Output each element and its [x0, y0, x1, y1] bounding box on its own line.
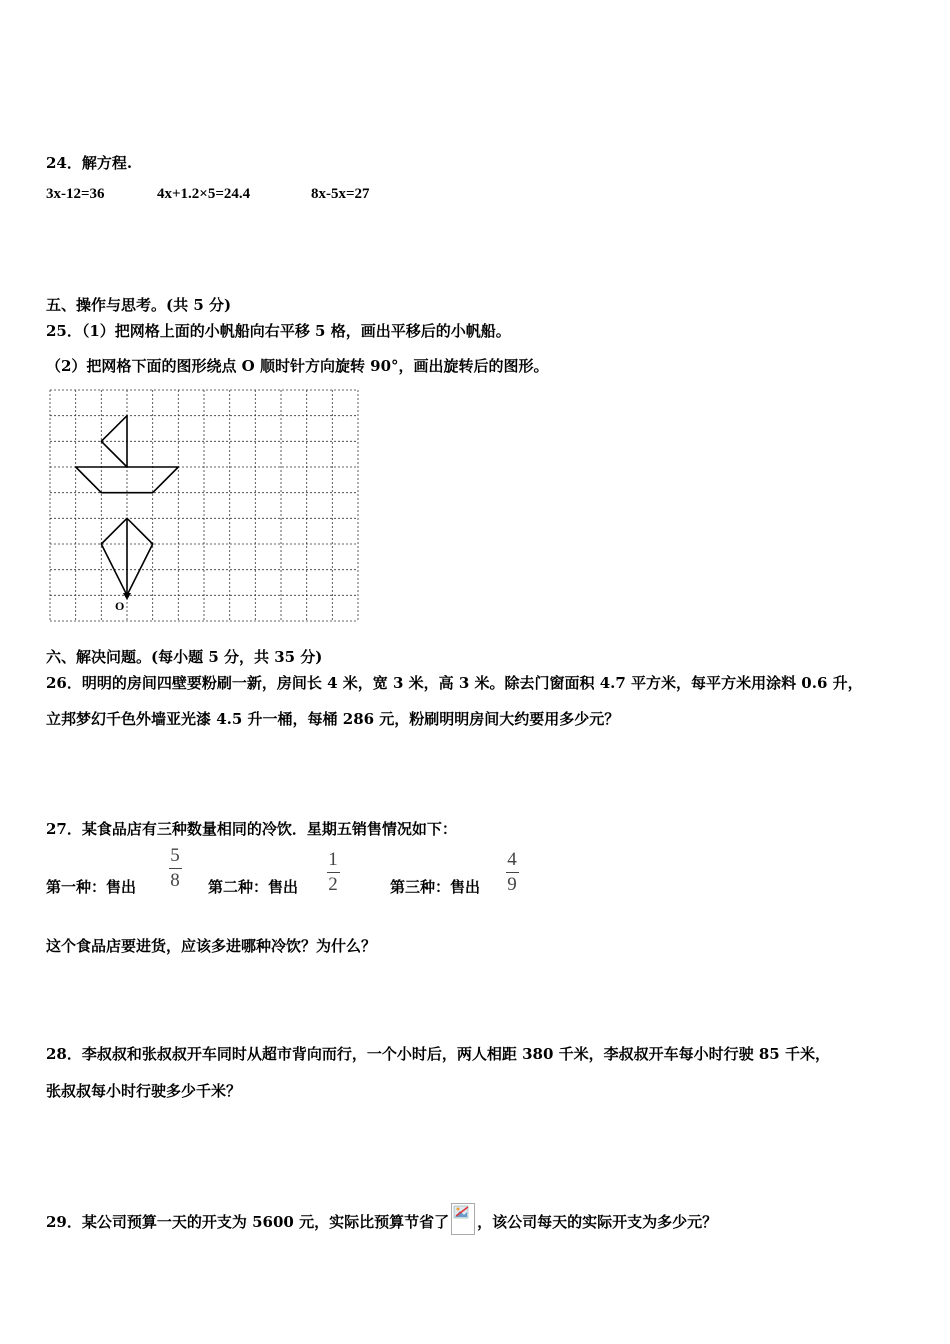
point-o-label: O	[115, 599, 125, 613]
fraction-5-8	[167, 846, 183, 891]
broken-image-icon	[451, 1203, 475, 1235]
equation-3: 8x-5x=27	[311, 186, 370, 202]
section-6-heading: 六、解决问题。(每小题 5 分，共 35 分)	[46, 648, 323, 666]
q27-label-3: 第三种：售出	[390, 878, 481, 896]
q24-title: 24．解方程.	[46, 154, 133, 172]
fraction-numerator: 1	[328, 849, 338, 870]
kite-shape	[101, 518, 152, 595]
q28-line-1: 28．李叔叔和张叔叔开车同时从超市背向而行，一个小时后，两人相距 380 千米，李叔叔开车每小时行驶 85 千米，	[46, 1045, 830, 1063]
q27-line-2: 这个食品店要进货，应该多进哪种冷饮？为什么？	[46, 937, 377, 955]
q27-label-1: 第一种：售出	[46, 878, 137, 896]
fraction-bar	[169, 868, 182, 869]
q27-line-1: 27．某食品店有三种数量相同的冷饮．星期五销售情况如下：	[46, 820, 457, 838]
dashed-grid	[50, 390, 358, 621]
fraction-bar	[506, 872, 519, 873]
q27-label-2: 第二种：售出	[208, 878, 299, 896]
q26-line-1: 26．明明的房间四壁要粉刷一新，房间长 4 米，宽 3 米，高 3 米。除去门窗面积 4.7 平方米，每平方米用涂料 0.6 升，	[46, 674, 863, 692]
q25-line-1: 25．（1）把网格上面的小帆船向右平移 5 格，画出平移后的小帆船。	[46, 322, 511, 340]
equation-1: 3x-12=36	[46, 186, 105, 202]
sailboat-shape	[76, 416, 179, 493]
q29-text-before: 29．某公司预算一天的开支为 5600 元，实际比预算节省了	[46, 1213, 450, 1231]
fraction-bar	[327, 872, 340, 873]
q25-line-2: （2）把网格下面的图形绕点 O 顺时针方向旋转 90°，画出旋转后的图形。	[46, 357, 549, 375]
q26-line-2: 立邦梦幻千色外墙亚光漆 4.5 升一桶，每桶 286 元，粉刷明明房间大约要用多少元？	[46, 710, 620, 728]
fraction-denominator: 8	[170, 870, 180, 891]
fraction-denominator: 9	[507, 874, 517, 895]
q29-text-after: ，该公司每天的实际开支为多少元？	[477, 1213, 718, 1231]
fraction-numerator: 5	[170, 845, 180, 866]
grid-figure	[46, 386, 366, 628]
q29-line	[46, 1203, 717, 1235]
fraction-denominator: 2	[328, 874, 338, 895]
fraction-4-9	[504, 850, 520, 895]
q28-line-2: 张叔叔每小时行驶多少千米？	[46, 1082, 242, 1100]
fraction-numerator: 4	[507, 849, 517, 870]
fraction-1-2	[325, 850, 341, 895]
equation-2: 4x+1.2×5=24.4	[157, 186, 251, 202]
section-5-heading: 五、操作与思考。(共 5 分)	[46, 296, 232, 314]
